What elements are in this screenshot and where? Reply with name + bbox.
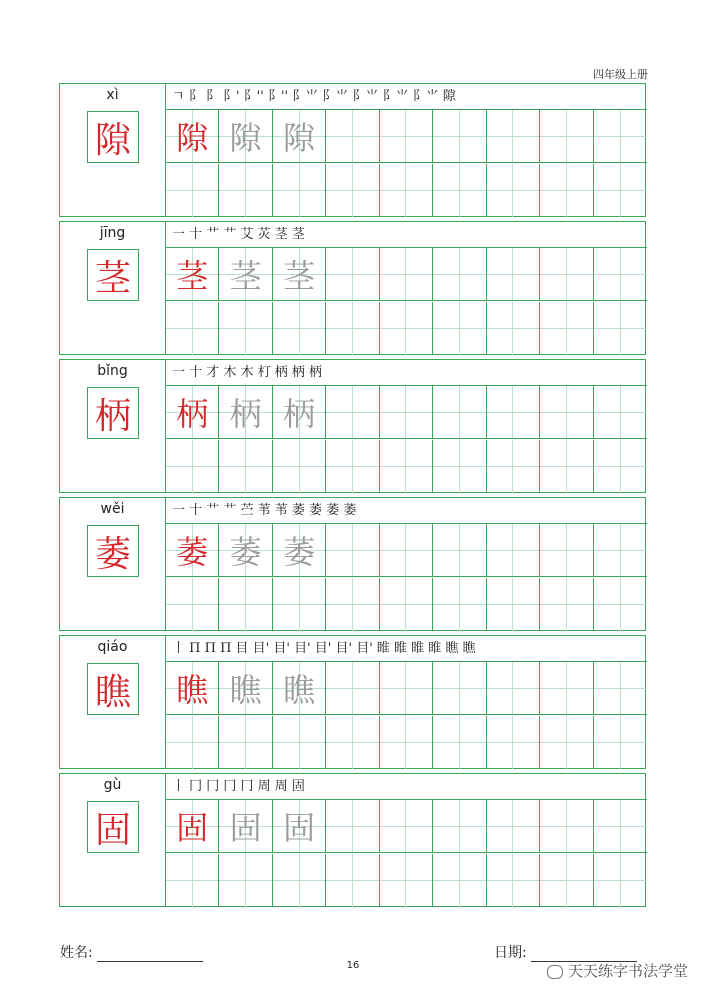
practice-cell[interactable] [540,164,593,217]
practice-cell[interactable] [487,302,540,355]
practice-cell[interactable] [380,578,433,631]
pinyin: wěi [100,501,125,517]
practice-cell[interactable] [540,800,593,853]
practice-cell[interactable] [433,248,486,301]
practice-cell[interactable] [380,716,433,769]
practice-cell[interactable] [166,716,219,769]
practice-cell[interactable] [433,386,486,439]
practice-cell[interactable] [326,248,379,301]
practice-cell[interactable]: 瞧 [166,662,219,715]
practice-cell[interactable] [433,716,486,769]
char-header [60,498,166,630]
practice-cell[interactable] [273,716,326,769]
practice-cell[interactable]: 瞧 [219,662,272,715]
practice-cell[interactable] [326,854,379,907]
practice-cell[interactable]: 固 [166,800,219,853]
practice-grid [166,662,647,770]
page-number: 16 [346,960,360,971]
practice-cell[interactable] [380,110,433,163]
practice-cell[interactable] [380,164,433,217]
pinyin: qiáo [97,639,128,655]
practice-cell[interactable] [166,164,219,217]
practice-cell[interactable] [166,578,219,631]
practice-cell[interactable] [540,854,593,907]
wechat-icon [547,965,563,979]
practice-cell[interactable] [273,854,326,907]
practice-cell[interactable] [219,440,272,493]
practice-cell[interactable]: 萎 [166,524,219,577]
practice-cell[interactable] [326,386,379,439]
practice-cell[interactable] [380,302,433,355]
practice-cell[interactable] [540,524,593,577]
practice-cell[interactable] [433,662,486,715]
practice-cell[interactable] [273,440,326,493]
practice-cell[interactable] [487,578,540,631]
model-char: 瞧 [87,663,139,715]
practice-grid [166,524,647,632]
practice-cell[interactable] [219,302,272,355]
char-block [59,359,646,493]
practice-cell[interactable] [273,164,326,217]
pinyin: xì [106,87,119,103]
practice-cell[interactable]: 固 [219,800,272,853]
practice-cell[interactable] [273,302,326,355]
pinyin: gù [103,777,122,793]
practice-cell[interactable]: 柄 [166,386,219,439]
practice-cell[interactable]: 茎 [219,248,272,301]
practice-cell[interactable] [433,854,486,907]
practice-cell[interactable] [273,578,326,631]
practice-cell[interactable] [380,662,433,715]
practice-cell[interactable] [433,302,486,355]
practice-cell[interactable] [540,662,593,715]
char-block [59,83,646,217]
practice-cell[interactable] [540,248,593,301]
practice-cell[interactable] [433,800,486,853]
practice-cell[interactable]: 萎 [219,524,272,577]
practice-cell[interactable] [433,578,486,631]
practice-cell[interactable] [219,854,272,907]
char-header [60,360,166,492]
practice-cell[interactable] [433,440,486,493]
char-block [59,221,646,355]
practice-cell[interactable] [326,800,379,853]
practice-cell[interactable] [487,248,540,301]
practice-cell[interactable] [540,302,593,355]
practice-cell[interactable] [594,164,647,217]
practice-cell[interactable] [433,524,486,577]
practice-cell[interactable] [219,164,272,217]
model-char: 茎 [87,249,139,301]
practice-cell[interactable] [433,164,486,217]
practice-cell[interactable] [594,662,647,715]
watermark [547,960,688,981]
name-label: 姓名: [60,945,93,961]
practice-cell[interactable] [219,578,272,631]
practice-cell[interactable] [594,578,647,631]
practice-cell[interactable] [487,716,540,769]
practice-cell[interactable] [487,854,540,907]
practice-cell[interactable] [594,248,647,301]
practice-cell[interactable] [540,578,593,631]
practice-cell[interactable] [326,578,379,631]
stroke-order: 一 十 才 木 木 朾 柄 柄 柄 [166,360,647,386]
practice-cell[interactable]: 柄 [273,386,326,439]
practice-cell[interactable] [594,386,647,439]
practice-cell[interactable] [540,386,593,439]
char-block [59,497,646,631]
practice-cell[interactable]: 固 [273,800,326,853]
char-block [59,773,646,907]
practice-cell[interactable] [380,800,433,853]
practice-cell[interactable] [166,302,219,355]
practice-cell[interactable] [487,110,540,163]
practice-cell[interactable] [326,164,379,217]
practice-cell[interactable] [380,440,433,493]
practice-cell[interactable] [487,524,540,577]
practice-cell[interactable] [166,440,219,493]
practice-cell[interactable] [326,662,379,715]
model-char: 隙 [87,111,139,163]
practice-cell[interactable]: 隙 [219,110,272,163]
practice-cell[interactable] [487,164,540,217]
practice-cell[interactable] [219,716,272,769]
practice-cell[interactable] [487,662,540,715]
practice-cell[interactable] [433,110,486,163]
practice-grid [166,110,647,218]
practice-grid [166,248,647,356]
char-header [60,636,166,768]
practice-cell[interactable] [594,110,647,163]
name-field [60,942,203,962]
practice-cell[interactable] [326,524,379,577]
practice-cell[interactable]: 萎 [273,524,326,577]
practice-cell[interactable] [380,854,433,907]
practice-cell[interactable] [326,302,379,355]
practice-cell[interactable] [594,854,647,907]
practice-cell[interactable] [540,440,593,493]
date-field [494,942,637,962]
stroke-order: 丨 冂 冂 冂 冂 周 周 固 [166,774,647,800]
practice-grid [166,386,647,494]
practice-cell[interactable]: 茎 [166,248,219,301]
practice-cell[interactable] [540,110,593,163]
practice-cell[interactable] [487,800,540,853]
practice-cell[interactable] [487,386,540,439]
pinyin: jīng [99,225,126,241]
model-char: 固 [87,801,139,853]
pinyin: bǐng [97,363,128,379]
grade-label: 四年级上册 [593,68,648,81]
practice-grid [166,800,647,908]
practice-cell[interactable]: 柄 [219,386,272,439]
model-char: 萎 [87,525,139,577]
date-label: 日期: [494,945,527,961]
char-header [60,222,166,354]
practice-cell[interactable] [380,386,433,439]
char-block [59,635,646,769]
practice-cell[interactable] [594,716,647,769]
practice-cell[interactable] [594,524,647,577]
practice-cell[interactable] [594,800,647,853]
practice-cell[interactable]: 隙 [273,110,326,163]
practice-cell[interactable] [487,440,540,493]
practice-cell[interactable] [166,854,219,907]
practice-cell[interactable] [380,248,433,301]
watermark-text: 天天练字书法学堂 [567,962,688,980]
practice-cell[interactable] [326,440,379,493]
practice-cell[interactable]: 茎 [273,248,326,301]
stroke-order: 一 十 艹 艹 艾 苂 茎 茎 [166,222,647,248]
stroke-order: 丨 Π Π Π 目 目' 目' 目' 目' 目' 目' 睢 睢 睢 睢 瞧 瞧 [166,636,647,662]
practice-cell[interactable]: 瞧 [273,662,326,715]
char-header [60,774,166,906]
model-char: 柄 [87,387,139,439]
stroke-order: ㄱ 阝 阝 阝' 阝'' 阝'' 阝⺌ 阝⺌ 阝⺌ 阝⺌ 阝⺌ 隙 [166,84,647,110]
practice-cell[interactable] [380,524,433,577]
char-header [60,84,166,216]
practice-cell[interactable] [594,440,647,493]
practice-cell[interactable] [594,302,647,355]
practice-cell[interactable] [540,716,593,769]
stroke-order: 一 十 艹 艹 苎 苇 苇 萎 萎 萎 萎 [166,498,647,524]
practice-cell[interactable] [326,110,379,163]
practice-cell[interactable]: 隙 [166,110,219,163]
practice-cell[interactable] [326,716,379,769]
